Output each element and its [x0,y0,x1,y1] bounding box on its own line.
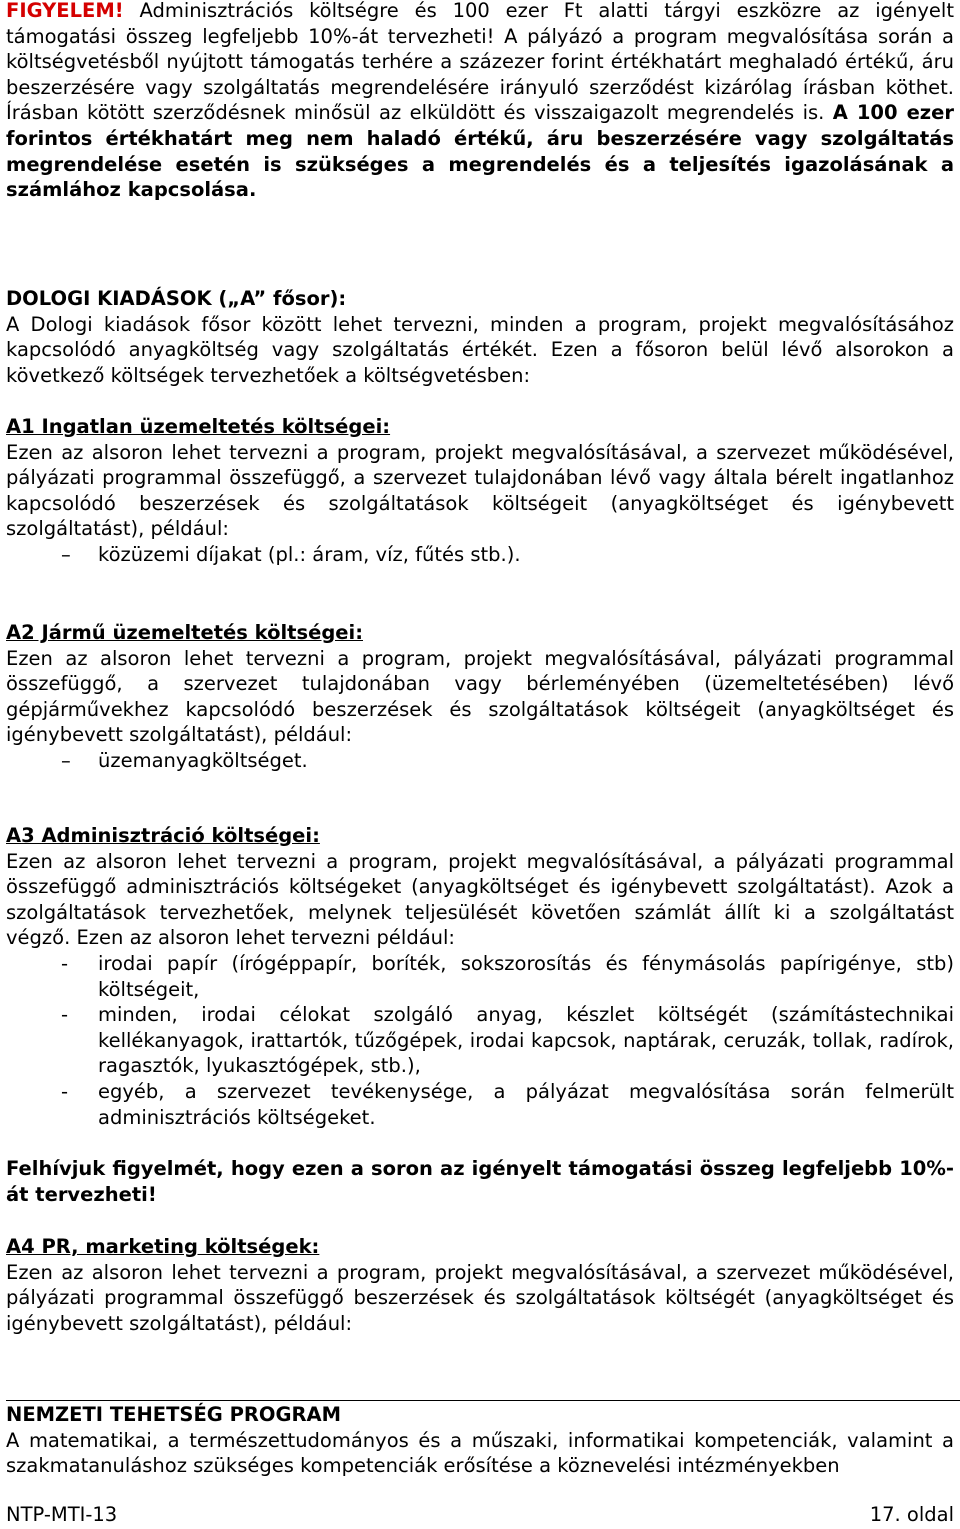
a1-section [6,414,954,568]
list-item: – üzemanyagköltséget. [61,748,308,772]
document-code: NTP-MTI-13 [6,1503,118,1526]
list-item: - irodai papír (írógéppapír, boríték, sokszorosítás és fénymásolás papírigénye, stb) költségeit, [61,951,954,1001]
page-footer [6,1502,954,1528]
warning-label: FIGYELEM! [6,0,124,22]
a1-text: Ezen az alsoron lehet tervezni a program, projekt megvalósításával, a szervezet működésével, pályázati programmal összefüggő, a szervezet tulajdonában lévő vagy általa bérelt ingatlanhoz kapcsolódó beszerzések és szolgáltatások költségeit (anyagköltséget és igénybevett szolgáltatást), például: [6,440,954,541]
a3-text: Ezen az alsoron lehet tervezni a program, projekt megvalósításával, a pályázati programmal összefüggő adminisztrációs költségeket (anyagköltséget és igénybevett szolgáltatást). Azok a szolgáltatások tervezhetőek, melynek teljesülését követően számlát állít ki a szolgáltatást végző. Ezen az alsoron lehet tervezni például: [6,849,954,950]
a3-section [6,823,954,1130]
dologi-section [6,286,954,388]
page-number: 17. oldal [869,1503,954,1526]
contract-text: A pályázó a program megvalósítása során a költségvetésből nyújtott támogatás terhére a százezer forint értékhatárt meghaladó értékű, áru beszerzésére vagy szolgáltatás megrendelésére irányuló szerződést kizárólag írásban köthet. Írásban kötött szerződésnek minősül az elküldött és visszaigazolt megrendelés is. [6,24,955,125]
program-text: A matematikai, a természettudományos és a műszaki, informatikai kompetenciák, valamint a szakmatanuláshoz szükséges kompetenciák erősítése a köznevelési intézményekben [6,1428,954,1478]
notice-text: Felhívjuk figyelmét, hogy ezen a soron az igényelt támogatási összeg legfeljebb 10%-át tervezheti! [6,1157,954,1206]
list-item: - minden, irodai célokat szolgáló anyag, készlet költségét (számítástechnikai kellékanyagok, irattartók, tűzőgépek, irodai kapcsok, naptárak, ceruzák, tollak, radírok, ragasztók, lyukasztógépek, stb.), [61,1003,954,1078]
program-title: NEMZETI TEHETSÉG PROGRAM [6,1403,341,1426]
list-item: – közüzemi díjakat (pl.: áram, víz, fűtés stb.). [61,542,521,566]
footer-divider [6,1400,960,1401]
dologi-heading: DOLOGI KIADÁSOK („A” fősor): [6,287,347,310]
a4-section [6,1234,954,1336]
a2-section [6,620,954,774]
footer-program [6,1402,954,1479]
a1-heading: A1 Ingatlan üzemeltetés költségei: [6,415,391,438]
intro-section [6,0,954,203]
contract-bold-text: A 100 ezer forintos értékhatárt meg nem haladó értékű, áru beszerzésére vagy szolgáltatás megrendelése esetén is szükséges a megrendelés és a teljesítés igazolásának a számlához kapcsolása. [6,101,954,202]
notice-section [6,1156,954,1207]
a3-heading: A3 Adminisztráció költségei: [6,824,320,847]
a2-text: Ezen az alsoron lehet tervezni a program, projekt megvalósításával, pályázati programmal összefüggő, a szervezet tulajdonában vagy bérleményében (üzemeltetésében) lévő gépjárművekhez kapcsolódó beszerzések és szolgáltatások költségeit (anyagköltséget és igénybevett szolgáltatást), például: [6,646,954,747]
list-item: - egyéb, a szervezet tevékenysége, a pályázat megvalósítása során felmerült adminisztrációs költségeket. [61,1079,954,1129]
warning-text: Adminisztrációs költségre és 100 ezer Ft alatti tárgyi eszközre az igényelt támogatási összeg legfeljebb 10%-át tervezheti! [6,0,954,48]
a2-heading: A2 Jármű üzemeltetés költségei: [6,621,363,644]
a4-heading: A4 PR, marketing költségek: [6,1235,320,1258]
intro-paragraph [6,0,954,203]
a4-text: Ezen az alsoron lehet tervezni a program, projekt megvalósításával, a szervezet működésével, pályázati programmal összefüggő beszerzések és szolgáltatások költségét (anyagköltséget és igénybevett szolgáltatást), például: [6,1260,954,1335]
dologi-text: A Dologi kiadások fősor között lehet tervezni, minden a program, projekt megvalósításához kapcsolódó anyagköltség vagy szolgáltatás értékét. Ezen a fősoron belül lévő alsorokon a következő költségek tervezhetőek a költségvetésben: [6,312,954,387]
